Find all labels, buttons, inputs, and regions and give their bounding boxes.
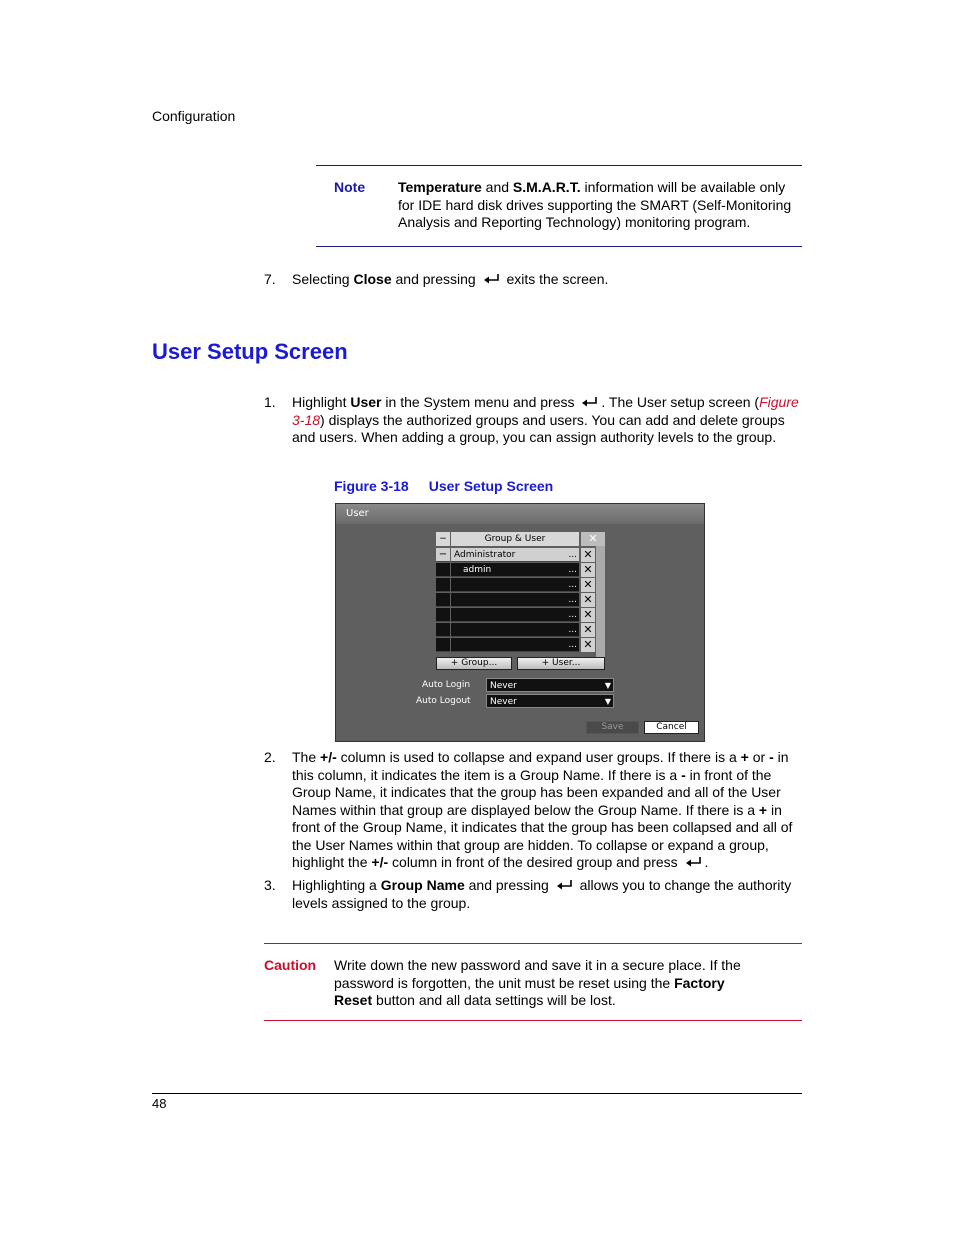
- row-dots: ...: [568, 580, 577, 590]
- step2-text-5: in front of the Group Name, it indicates that the group has been expanded and all of the User Names within that group are displayed below the Group Name. If there is a: [292, 766, 781, 818]
- step1-bold: User: [350, 394, 382, 410]
- auto-login-value: Never: [490, 681, 517, 691]
- table-row[interactable]: [436, 593, 606, 607]
- user-name-cell[interactable]: [451, 623, 579, 637]
- auto-logout-select[interactable]: [486, 694, 614, 708]
- user-name-cell[interactable]: [451, 593, 579, 607]
- chevron-down-icon: ▼: [604, 697, 611, 706]
- step-number: 7.: [264, 271, 276, 287]
- note-label: Note: [334, 179, 366, 195]
- step2-text-6: in front of the Group Name, it indicates that the group has been collapsed and all of the User Names within that group are hidden. To collapse or expand a group, highlight the: [292, 801, 793, 870]
- user-name-cell[interactable]: [451, 578, 579, 592]
- auto-login-label: Auto Login: [422, 680, 471, 690]
- step7-bold: Close: [353, 271, 392, 287]
- step-number: 1.: [264, 394, 276, 410]
- note-box: [316, 165, 802, 247]
- auto-logout-label: Auto Logout: [416, 696, 471, 706]
- page-number: 48: [152, 1096, 167, 1111]
- user-name-cell[interactable]: [451, 563, 579, 577]
- step-text: [292, 271, 804, 289]
- collapse-toggle[interactable]: [436, 608, 450, 622]
- group-name-cell[interactable]: [451, 548, 579, 562]
- step2-bold-6: +/-: [371, 854, 389, 870]
- step2-text-1: The: [292, 749, 321, 765]
- step-text: [292, 749, 804, 872]
- figure-caption: [334, 478, 553, 494]
- collapse-toggle[interactable]: [436, 578, 450, 592]
- delete-icon[interactable]: ✕: [581, 593, 595, 607]
- caution-text-2: button and all data settings will be lost.: [372, 992, 616, 1008]
- table-row[interactable]: [436, 578, 606, 592]
- group-name: Administrator: [454, 550, 516, 560]
- add-group-button[interactable]: + Group...: [436, 657, 512, 670]
- step2-text-8: .: [704, 854, 709, 870]
- row-dots: ...: [568, 640, 577, 650]
- step2-text-3: or: [748, 749, 770, 765]
- table-row[interactable]: [436, 638, 606, 652]
- figure-number: Figure 3-18: [334, 478, 409, 494]
- note-text: [398, 179, 798, 232]
- delete-icon[interactable]: ✕: [581, 548, 595, 562]
- collapse-header[interactable]: −: [436, 532, 450, 546]
- delete-icon[interactable]: ✕: [581, 608, 595, 622]
- user-name-cell[interactable]: [451, 608, 579, 622]
- delete-icon[interactable]: ✕: [581, 563, 595, 577]
- caution-bold: Factory Reset: [334, 974, 725, 1008]
- note-text-2: information will be available only for IDE hard disk drives supporting the SMART (Self-Monitoring Analysis and Reporting Technology) monitoring program.: [398, 179, 792, 230]
- row-dots: ...: [568, 565, 577, 575]
- step2-text-7: column in front of the desired group and press: [388, 854, 682, 870]
- note-text-1: and: [481, 179, 513, 195]
- step7-text-2: and pressing: [391, 271, 480, 287]
- auto-logout-value: Never: [490, 697, 517, 707]
- caution-text-1: Write down the new password and save it in a secure place. If the password is forgotten, the unit must be reset using the: [334, 957, 741, 991]
- step-text: [292, 394, 804, 447]
- note-bold-smart: S.M.A.R.T.: [512, 179, 581, 195]
- step7-text-1: Selecting: [292, 271, 354, 287]
- step2-bold-1: +/-: [320, 749, 337, 765]
- chevron-down-icon: ▼: [604, 681, 611, 690]
- step2-text-2: column is used to collapse and expand user groups. If there is a: [336, 749, 741, 765]
- dvr-title-bar: [336, 504, 704, 524]
- row-dots: ...: [568, 595, 577, 605]
- caution-box: [264, 943, 802, 1021]
- enter-key-icon: [483, 273, 500, 285]
- auto-login-select[interactable]: [486, 678, 614, 692]
- figure-link[interactable]: Figure 3-18: [292, 394, 799, 428]
- step-text: [292, 877, 804, 912]
- cancel-button[interactable]: Cancel: [644, 721, 699, 734]
- delete-icon[interactable]: ✕: [581, 623, 595, 637]
- step1-text-4: ) displays the authorized groups and users. You can add and delete groups and users. When adding a group, you can assign authority levels to the group.: [292, 411, 785, 445]
- step2-bold-5: +: [758, 801, 768, 818]
- caution-label: Caution: [264, 957, 317, 973]
- note-bold-temperature: Temperature: [398, 179, 482, 195]
- collapse-toggle[interactable]: −: [436, 548, 450, 562]
- add-user-button[interactable]: + User...: [517, 657, 605, 670]
- collapse-toggle[interactable]: [436, 563, 450, 577]
- step1-text-2: in the System menu and press: [381, 394, 579, 410]
- collapse-toggle[interactable]: [436, 623, 450, 637]
- user-setup-screenshot: [335, 503, 705, 742]
- row-dots: ...: [568, 550, 577, 560]
- running-header: Configuration: [152, 108, 236, 124]
- figure-title: User Setup Screen: [428, 478, 554, 494]
- table-row[interactable]: [436, 608, 606, 622]
- table-row[interactable]: [436, 563, 606, 577]
- user-name-cell[interactable]: [451, 638, 579, 652]
- step3-text-2: and pressing: [464, 877, 553, 893]
- table-row[interactable]: [436, 548, 606, 562]
- step3-text-3: allows you to change the authority levels assigned to the group.: [292, 877, 792, 911]
- step7-text-3: exits the screen.: [502, 271, 609, 287]
- row-dots: ...: [568, 610, 577, 620]
- dvr-title: User: [346, 508, 369, 519]
- step2-bold-4: -: [681, 766, 686, 783]
- row-dots: ...: [568, 625, 577, 635]
- enter-key-icon: [685, 856, 702, 868]
- section-title: User Setup Screen: [152, 339, 348, 364]
- user-name: admin: [463, 565, 492, 575]
- footer-rule: [152, 1093, 802, 1094]
- step3-bold: Group Name: [380, 877, 465, 893]
- step-number: 3.: [264, 877, 276, 893]
- step2-bold-2: +: [740, 749, 749, 765]
- delete-icon[interactable]: ✕: [581, 638, 595, 652]
- delete-icon[interactable]: ✕: [581, 578, 595, 592]
- collapse-toggle[interactable]: [436, 593, 450, 607]
- step1-text-3: . The User setup screen (: [601, 394, 760, 410]
- step2-bold-3: -: [769, 749, 774, 765]
- enter-key-icon: [581, 396, 598, 408]
- table-row[interactable]: [436, 623, 606, 637]
- step2-text-4: in this column, it indicates the item is a Group Name. If there is a: [292, 749, 789, 783]
- enter-key-icon: [556, 879, 573, 891]
- step1-text-1: Highlight: [292, 394, 351, 410]
- delete-header-icon: ✕: [581, 532, 605, 546]
- save-button[interactable]: Save: [586, 721, 639, 734]
- caution-text: [334, 957, 754, 1010]
- step3-text-1: Highlighting a: [292, 877, 381, 893]
- collapse-toggle[interactable]: [436, 638, 450, 652]
- group-user-header: Group & User: [451, 532, 579, 546]
- step-number: 2.: [264, 749, 276, 765]
